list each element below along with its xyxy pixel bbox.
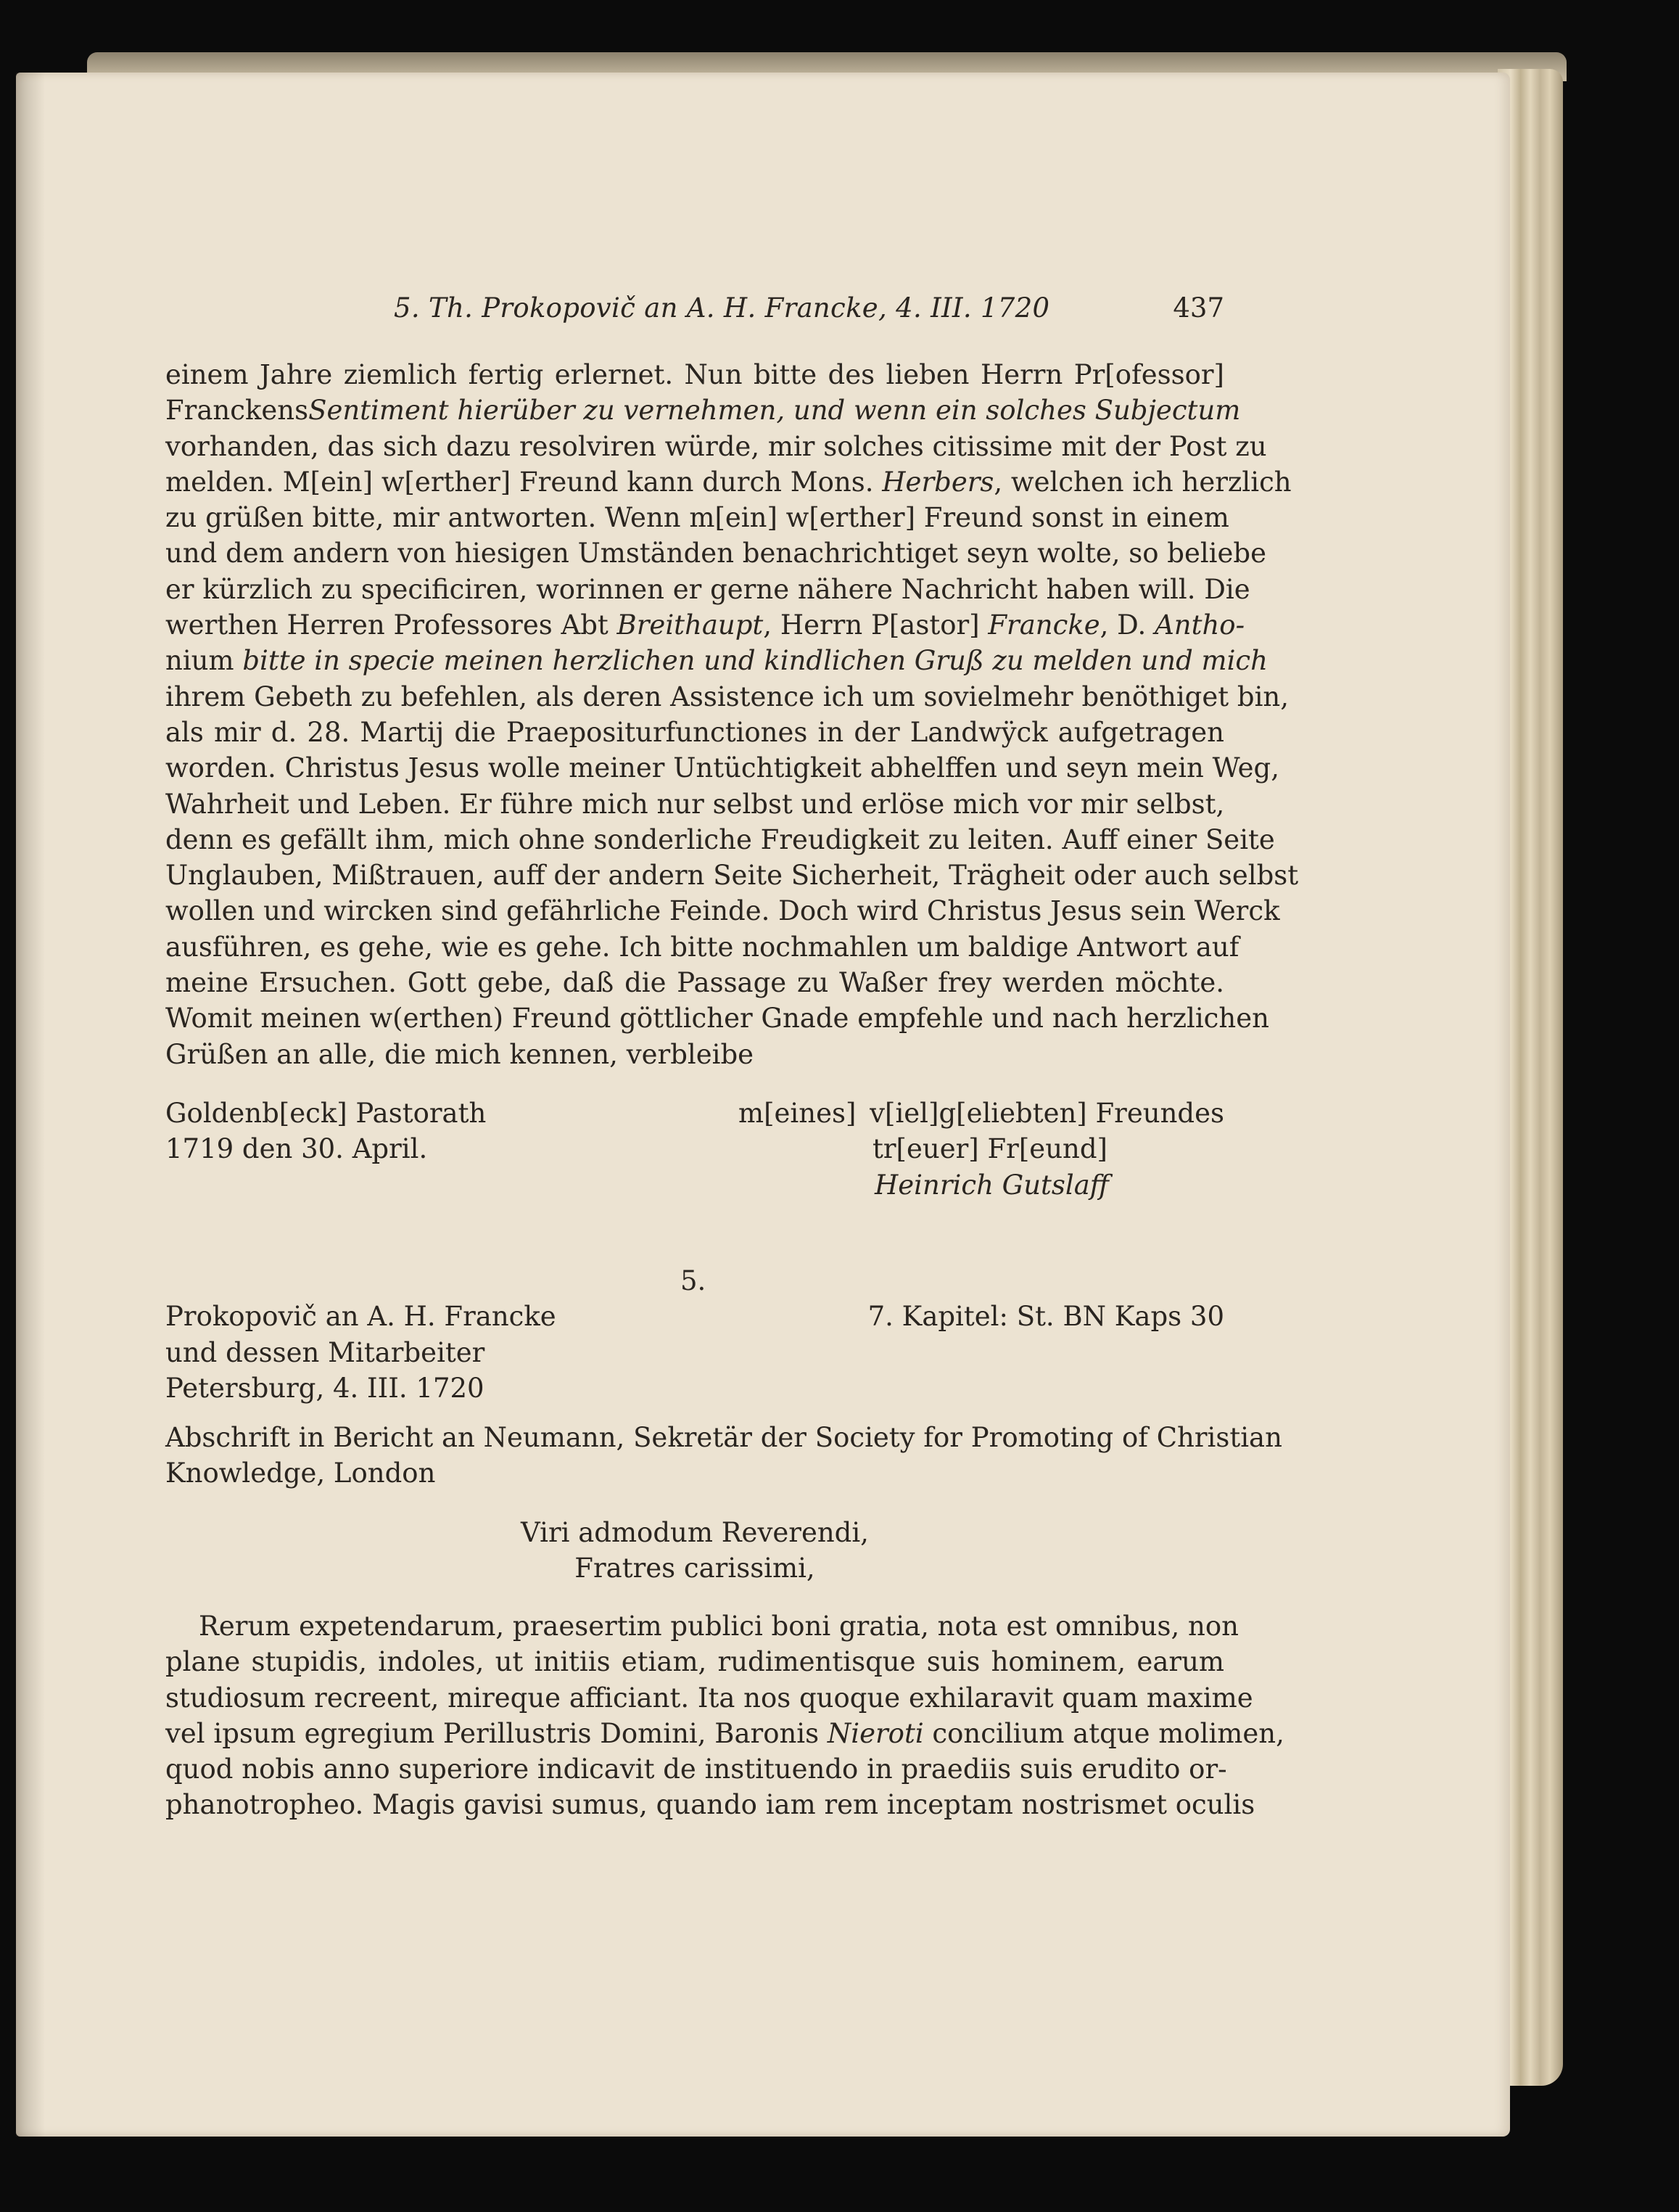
text-line: nium bitte in specie meinen herzlichen und kindlichen Gruß zu melden und mich <box>165 645 1268 677</box>
sender-line-1: Prokopovič an A. H. Francke <box>165 1301 556 1333</box>
italic-name: Herbers <box>882 466 994 498</box>
text-line: werthen Herren Professores Abt Breithaupt, Herrn P[astor] Francke, D. Antho- <box>165 609 1245 641</box>
text-line: wollen und wircken sind gefährliche Feinde. Doch wird Christus Jesus sein Werck <box>165 895 1280 927</box>
text-line: vorhanden, das sich dazu resolviren würde, mir solches citissime mit der Post zu <box>165 430 1267 462</box>
text-line: Grüßen an alle, die mich kennen, verbleibe <box>165 1038 754 1070</box>
closing-place: Goldenb[eck] Pastorath <box>165 1098 487 1129</box>
text-line: studiosum recreent, mireque afficiant. Ita nos quoque exhilaravit quam maxime <box>165 1682 1253 1714</box>
text-line: Womit meinen w(erthen) Freund göttlicher Gnade empfehle und nach herzlichen <box>165 1003 1269 1035</box>
source-note <box>165 1420 1282 1492</box>
text-line: ihrem Gebeth zu befehlen, als deren Assistence ich um sovielmehr benöthiget bin, <box>165 681 1289 712</box>
latin-body <box>165 1608 1284 1823</box>
text-line: plane stupidis, indoles, ut initiis etiam, rudimentisque suis hominem, earum <box>165 1646 1224 1678</box>
text-line: und dem andern von hiesigen Umständen benachrichtiget seyn wolte, so beliebe <box>165 538 1266 570</box>
text-line: Rerum expetendarum, praesertim publici boni gratia, nota est omnibus, non <box>199 1611 1239 1642</box>
closing-salutation-right: v[iel]g[eliebten] Freundes <box>870 1098 1224 1129</box>
italic-name: Antho- <box>1155 609 1245 641</box>
text-line: er kürzlich zu specificiren, worinnen er gerne nähere Nachricht haben will. Die <box>165 573 1250 605</box>
spine-shadow <box>16 73 45 2137</box>
text-line: Wahrheit und Leben. Er führe mich nur selbst und erlöse mich vor mir selbst, <box>165 788 1225 820</box>
italic-name: Francke <box>988 609 1100 641</box>
text-line: zu grüßen bitte, mir antworten. Wenn m[ein] w[erther] Freund sonst in einem <box>165 502 1229 534</box>
text-line: meine Ersuchen. Gott gebe, daß die Passage zu Waßer frey werden möchte. <box>165 967 1224 999</box>
text-line: denn es gefällt ihm, mich ohne sonderliche Freudigkeit zu leiten. Auff einer Seite <box>165 823 1275 855</box>
document-heading <box>165 1263 1224 1406</box>
sender-line-2: und dessen Mitarbeiter <box>165 1336 485 1368</box>
text-line: melden. M[ein] w[erther] Freund kann durch Mons. Herbers, welchen ich herzlich <box>165 466 1292 498</box>
letter-closing <box>165 1095 1224 1203</box>
running-title: 5. Th. Prokopovič an A. H. Francke, 4. III. 1720 <box>394 292 1050 324</box>
address-line-1: Viri admodum Reverendi, <box>521 1517 869 1548</box>
place-date: Petersburg, 4. III. 1720 <box>165 1372 484 1404</box>
closing-salutation-line2: tr[euer] Fr[eund] <box>872 1133 1107 1165</box>
address <box>165 1515 1224 1587</box>
text-line: vel ipsum egregium Perillustris Domini, Baronis Nieroti concilium atque molimen, <box>165 1717 1284 1749</box>
italic-name: Nieroti <box>827 1717 924 1749</box>
letter-body <box>165 357 1299 1072</box>
text-line: als mir d. 28. Martij die Praepositurfunctiones in der Landwÿck aufgetragen <box>165 716 1224 748</box>
text-line: einem Jahre ziemlich fertig erlernet. Nun bitte des lieben Herrn Pr[ofessor] <box>165 359 1224 390</box>
text-line: phanotropheo. Magis gavisi sumus, quando iam rem inceptam nostrismet oculis <box>165 1789 1255 1821</box>
source-line-2: Knowledge, London <box>165 1457 436 1489</box>
address-line-2: Fratres carissimi, <box>574 1553 815 1584</box>
running-header <box>165 287 1224 330</box>
text-line: worden. Christus Jesus wolle meiner Untüchtigkeit abhelffen und seyn mein Weg, <box>165 752 1279 784</box>
source-line-1: Abschrift in Bericht an Neumann, Sekretär der Society for Promoting of Christian <box>165 1422 1282 1453</box>
closing-salutation-left: m[eines] <box>738 1098 857 1129</box>
italic-name: Breithaupt <box>616 609 764 641</box>
archive-reference: 7. Kapitel: St. BN Kaps 30 <box>867 1301 1224 1333</box>
document-number: 5. <box>680 1265 706 1296</box>
italic-name: bitte in specie meinen herzlichen und kindlichen Gruß zu melden und mich <box>234 645 1268 677</box>
signature: Heinrich Gutslaff <box>875 1169 1110 1201</box>
closing-date: 1719 den 30. April. <box>165 1133 428 1165</box>
text-line: FranckensSentiment hierüber zu vernehmen, und wenn ein solches Subjectum <box>165 395 1241 427</box>
text-line: ausführen, es gehe, wie es gehe. Ich bitte nochmahlen um baldige Antwort auf <box>165 931 1239 963</box>
italic-name: Sentiment hierüber zu vernehmen, und wenn ein solches Subjectum <box>308 395 1241 427</box>
page-number: 437 <box>1173 292 1224 324</box>
text-line: quod nobis anno superiore indicavit de instituendo in praediis suis erudito or- <box>165 1753 1227 1785</box>
text-line: Unglauben, Mißtrauen, auff der andern Seite Sicherheit, Trägheit oder auch selbst <box>165 860 1299 892</box>
